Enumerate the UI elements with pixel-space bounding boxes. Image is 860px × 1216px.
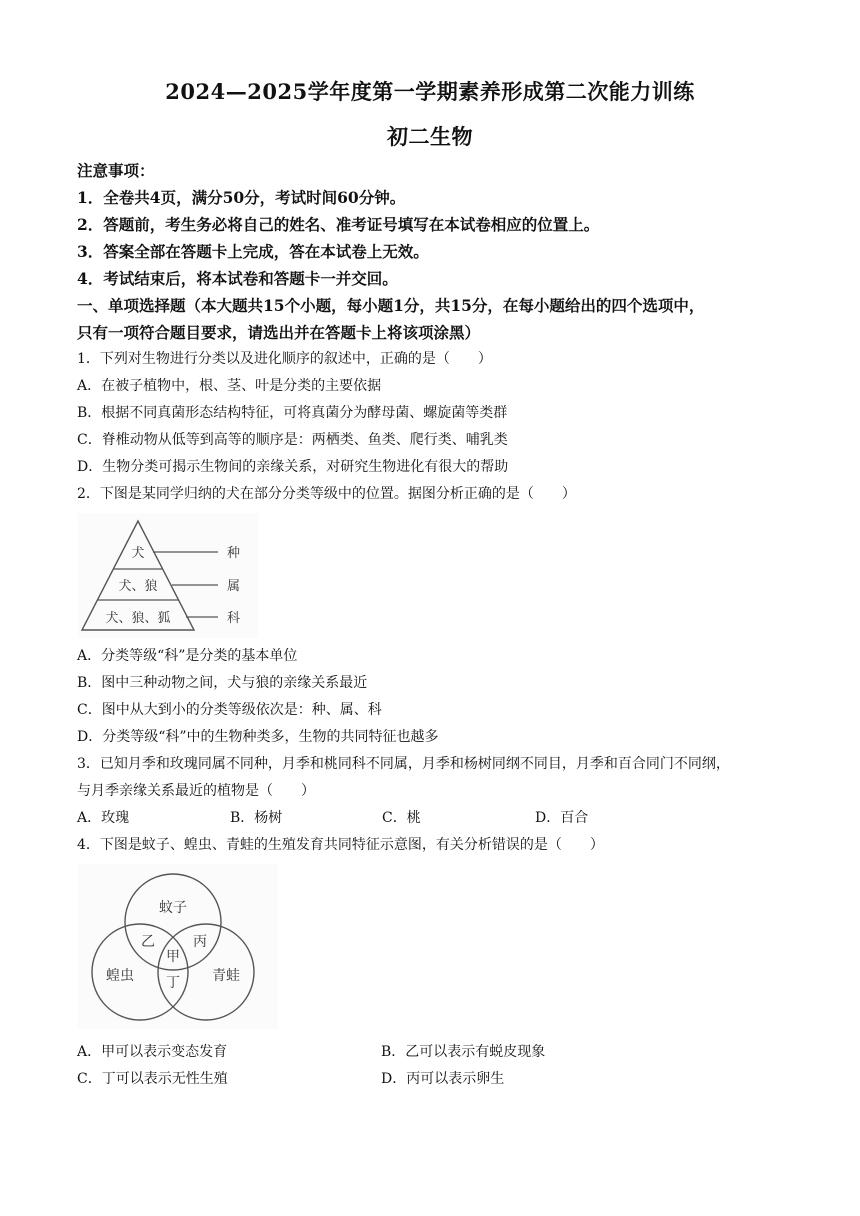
exam-title: 2024—2025学年度第一学期素养形成第二次能力训练 — [165, 79, 695, 104]
rank-label: 种 — [227, 546, 241, 561]
level-label: 犬 — [131, 546, 145, 561]
q3-option-b: B．杨树 — [230, 810, 283, 826]
q3-option-d: D．百合 — [535, 810, 589, 826]
classification-pyramid-figure — [78, 513, 258, 638]
level-label: 犬、狼、狐 — [105, 611, 171, 626]
circle-label-locust: 蝗虫 — [106, 968, 134, 984]
q2-stem: 2．下图是某同学归纳的犬在部分分类等级中的位置。据图分析正确的是（ ） — [77, 486, 576, 502]
q1-option-b: B．根据不同真菌形态结构特征，可将真菌分为酵母菌、螺旋菌等类群 — [77, 405, 508, 421]
q4-stem: 4．下图是蚊子、蝗虫、青蛙的生殖发育共同特征示意图，有关分析错误的是（ ） — [77, 837, 604, 853]
level-label: 犬、狼 — [118, 579, 158, 594]
region-label-ding: 丁 — [166, 975, 180, 991]
q2-option-b: B．图中三种动物之间，犬与狼的亲缘关系最近 — [77, 675, 368, 691]
notice-item: 3．答案全部在答题卡上完成，答在本试卷上无效。 — [77, 242, 429, 261]
rank-label: 科 — [227, 611, 241, 626]
q3-option-a: A．玫瑰 — [77, 810, 130, 826]
q1-stem: 1．下列对生物进行分类以及进化顺序的叙述中，正确的是（ ） — [77, 351, 492, 367]
q3-option-c: C．桃 — [382, 810, 421, 826]
notice-item: 2．答题前，考生务必将自己的姓名、准考证号填写在本试卷相应的位置上。 — [77, 215, 600, 234]
notice-item: 4．考试结束后，将本试卷和答题卡一并交回。 — [77, 269, 398, 288]
q2-option-d: D．分类等级“科”中的生物种类多，生物的共同特征也越多 — [77, 729, 439, 745]
q3-stem-cont: 与月季亲缘关系最近的植物是（ ） — [77, 783, 315, 799]
q2-option-c: C．图中从大到小的分类等级依次是：种、属、科 — [77, 702, 382, 718]
q1-option-c: C．脊椎动物从低等到高等的顺序是：两栖类、鱼类、爬行类、哺乳类 — [77, 432, 508, 448]
q1-option-a: A．在被子植物中，根、茎、叶是分类的主要依据 — [77, 378, 382, 394]
rank-label: 属 — [227, 579, 241, 594]
circle-label-mosquito: 蚊子 — [159, 900, 187, 916]
q4-option-a: A．甲可以表示变态发育 — [77, 1044, 228, 1060]
region-label-jia: 甲 — [166, 949, 180, 965]
q4-option-d: D．丙可以表示卵生 — [381, 1071, 505, 1087]
circle-label-frog: 青蛙 — [212, 968, 240, 984]
region-label-yi: 乙 — [141, 934, 155, 950]
venn-diagram-figure — [78, 864, 278, 1029]
subject-title: 初二生物 — [387, 124, 473, 149]
q1-option-d: D．生物分类可揭示生物间的亲缘关系，对研究生物进化有很大的帮助 — [77, 459, 509, 475]
region-label-bing: 丙 — [193, 934, 207, 950]
q2-option-a: A．分类等级“科”是分类的基本单位 — [77, 648, 298, 664]
notice-heading: 注意事项： — [77, 161, 155, 180]
q4-option-c: C．丁可以表示无性生殖 — [77, 1071, 228, 1087]
section-heading: 一、单项选择题（本大题共15个小题，每小题1分，共15分，在每小题给出的四个选项中， — [77, 296, 705, 315]
q4-option-b: B．乙可以表示有蜕皮现象 — [381, 1044, 546, 1060]
notice-item: 1．全卷共4页，满分50分，考试时间60分钟。 — [77, 188, 406, 207]
q3-stem: 3．已知月季和玫瑰同属不同种，月季和桃同科不同属，月季和杨树同纲不同目，月季和百合同门不同纲， — [77, 756, 730, 772]
section-heading-cont: 只有一项符合题目要求，请选出并在答题卡上将该项涂黑） — [77, 323, 481, 342]
